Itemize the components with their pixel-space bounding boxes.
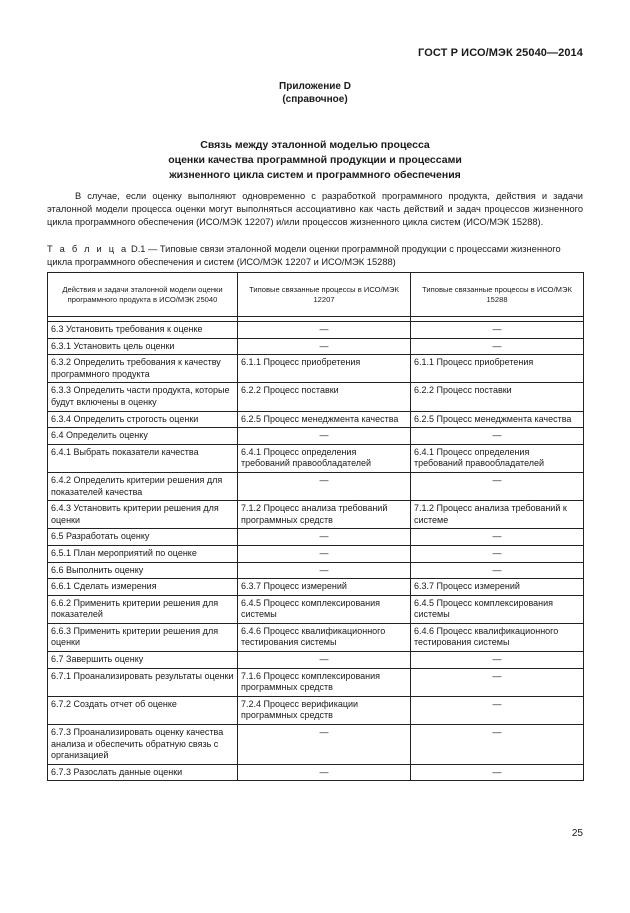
iso15288-cell: — [411, 428, 584, 445]
iso15288-cell: 6.4.6 Процесс квалификационного тестирования системы [411, 623, 584, 651]
iso15288-cell: 6.2.5 Процесс менеджмента качества [411, 411, 584, 428]
annex-heading [0, 80, 630, 106]
iso12207-cell: 6.2.2 Процесс поставки [238, 383, 411, 411]
iso15288-cell: 6.4.1 Процесс определения требований правообладателей [411, 444, 584, 472]
iso12207-cell: — [238, 545, 411, 562]
table-row [48, 529, 584, 546]
iso15288-cell: — [411, 338, 584, 355]
iso12207-cell: — [238, 562, 411, 579]
table-row [48, 501, 584, 529]
activity-cell: 6.5 Разработать оценку [48, 529, 238, 546]
activity-cell: 6.4.3 Установить критерии решения для оценки [48, 501, 238, 529]
activity-cell: 6.4.1 Выбрать показатели качества [48, 444, 238, 472]
iso15288-cell: — [411, 472, 584, 500]
iso12207-cell: 6.4.5 Процесс комплексирования системы [238, 595, 411, 623]
iso12207-cell: — [238, 652, 411, 669]
iso12207-cell: 7.1.6 Процесс комплексирования программных средств [238, 668, 411, 696]
iso12207-cell: 6.2.5 Процесс менеджмента качества [238, 411, 411, 428]
section-title [0, 138, 630, 183]
mapping-table [47, 272, 584, 781]
activity-cell: 6.4 Определить оценку [48, 428, 238, 445]
activity-cell: 6.3 Установить требования к оценке [48, 322, 238, 339]
iso12207-cell: 6.1.1 Процесс приобретения [238, 355, 411, 383]
iso12207-cell: — [238, 472, 411, 500]
activity-cell: 6.7.1 Проанализировать результаты оценки [48, 668, 238, 696]
activity-cell: 6.3.1 Установить цель оценки [48, 338, 238, 355]
header-cell-12207: Типовые связанные процессы в ИСО/МЭК 12207 [238, 273, 411, 317]
table-row [48, 472, 584, 500]
iso12207-cell: — [238, 764, 411, 781]
activity-cell: 6.4.2 Определить критерии решения для показателей качества [48, 472, 238, 500]
iso15288-cell: — [411, 668, 584, 696]
activity-cell: 6.3.3 Определить части продукта, которые будут включены в оценку [48, 383, 238, 411]
iso15288-cell: 7.1.2 Процесс анализа требований к системе [411, 501, 584, 529]
activity-cell: 6.7.3 Проанализировать оценку качества анализа и обеспечить обратную связь с организацией [48, 725, 238, 765]
table-row [48, 696, 584, 724]
table-caption [47, 243, 583, 269]
table-row [48, 652, 584, 669]
table-caption-text: D.1 — Типовые связи эталонной модели оценки программной продукции с процессами жизненного цикла программного обеспечения и систем (ИСО/МЭК 12207 и ИСО/МЭК 15288) [47, 244, 561, 267]
activity-cell: 6.6.3 Применить критерии решения для оценки [48, 623, 238, 651]
activity-cell: 6.6 Выполнить оценку [48, 562, 238, 579]
table-row [48, 595, 584, 623]
iso15288-cell: — [411, 725, 584, 765]
table-row [48, 411, 584, 428]
iso15288-cell: 6.1.1 Процесс приобретения [411, 355, 584, 383]
iso15288-cell: — [411, 529, 584, 546]
iso15288-cell: — [411, 696, 584, 724]
activity-cell: 6.5.1 План мероприятий по оценке [48, 545, 238, 562]
activity-cell: 6.3.2 Определить требования к качеству программного продукта [48, 355, 238, 383]
activity-cell: 6.6.2 Применить критерии решения для показателей [48, 595, 238, 623]
iso12207-cell: 6.3.7 Процесс измерений [238, 579, 411, 596]
iso15288-cell: — [411, 545, 584, 562]
iso15288-cell: 6.2.2 Процесс поставки [411, 383, 584, 411]
table-row [48, 562, 584, 579]
table-row [48, 428, 584, 445]
table-row [48, 725, 584, 765]
table-caption-label: Т а б л и ц а [47, 244, 129, 254]
iso12207-cell: 6.4.1 Процесс определения требований правообладателей [238, 444, 411, 472]
iso12207-cell: — [238, 338, 411, 355]
table-row [48, 355, 584, 383]
activity-cell: 6.7.2 Создать отчет об оценке [48, 696, 238, 724]
page-number: 25 [571, 828, 583, 839]
table-body [48, 317, 584, 781]
table-row [48, 579, 584, 596]
header-cell-25040: Действия и задачи эталонной модели оценки программного продукта в ИСО/МЭК 25040 [48, 273, 238, 317]
title-line: жизненного цикла систем и программного обеспечения [169, 169, 461, 181]
table-row [48, 764, 584, 781]
activity-cell: 6.7 Завершить оценку [48, 652, 238, 669]
iso12207-cell: — [238, 725, 411, 765]
document-code: ГОСТ Р ИСО/МЭК 25040—2014 [418, 47, 583, 59]
iso15288-cell: — [411, 322, 584, 339]
table-row [48, 322, 584, 339]
title-line: оценки качества программной продукции и процессами [168, 154, 462, 166]
table-row [48, 623, 584, 651]
table-row [48, 383, 584, 411]
intro-paragraph: В случае, если оценку выполняют одновременно с разработкой программного продукта, действия и задачи эталонной модели процесса оценки могут выполняться ассоциативно как часть действий и задач процессов жизненного цикла программного обеспечения (ИСО/МЭК 12207) и/или процессов жизненного цикла систем (ИСО/МЭК 15288). [47, 191, 583, 227]
table-row [48, 338, 584, 355]
iso15288-cell: — [411, 764, 584, 781]
activity-cell: 6.7.3 Разослать данные оценки [48, 764, 238, 781]
iso15288-cell: — [411, 652, 584, 669]
header-cell-15288: Типовые связанные процессы в ИСО/МЭК 15288 [411, 273, 584, 317]
iso15288-cell: — [411, 562, 584, 579]
table-row [48, 444, 584, 472]
iso12207-cell: 7.1.2 Процесс анализа требований программных средств [238, 501, 411, 529]
iso12207-cell: — [238, 428, 411, 445]
annex-title: Приложение D [279, 81, 351, 92]
iso15288-cell: 6.4.5 Процесс комплексирования системы [411, 595, 584, 623]
iso12207-cell: — [238, 322, 411, 339]
table-header-row [48, 273, 584, 317]
iso12207-cell: 7.2.4 Процесс верификации программных средств [238, 696, 411, 724]
activity-cell: 6.6.1 Сделать измерения [48, 579, 238, 596]
activity-cell: 6.3.4 Определить строгость оценки [48, 411, 238, 428]
iso12207-cell: 6.4.6 Процесс квалификационного тестирования системы [238, 623, 411, 651]
iso15288-cell: 6.3.7 Процесс измерений [411, 579, 584, 596]
table-row [48, 668, 584, 696]
table-row [48, 545, 584, 562]
annex-type: (справочное) [282, 94, 348, 105]
iso12207-cell: — [238, 529, 411, 546]
title-line: Связь между эталонной моделью процесса [200, 139, 430, 151]
